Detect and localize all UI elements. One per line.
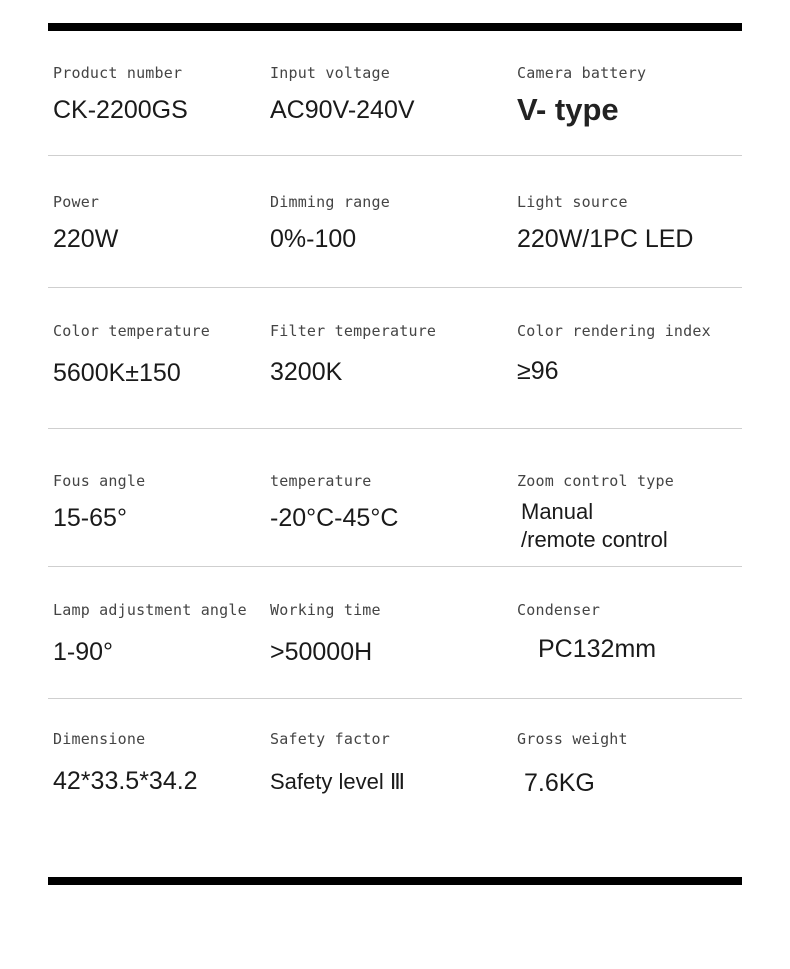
spec-value: 42*33.5*34.2 [53, 767, 198, 795]
spec-value: 220W/1PC LED [517, 225, 694, 253]
spec-label: Fous angle [53, 472, 146, 490]
spec-value: 7.6KG [524, 769, 595, 797]
spec-label: Camera battery [517, 64, 647, 82]
spec-input-voltage [270, 64, 415, 125]
spec-color-temperature [53, 322, 210, 388]
spec-camera-battery [517, 64, 646, 127]
spec-row-2 [48, 193, 742, 288]
spec-row-6 [48, 730, 742, 820]
bottom-divider-bar [48, 877, 742, 885]
spec-value: ≥96 [517, 357, 559, 385]
spec-label: Color rendering index [517, 322, 711, 340]
spec-value: V- type [517, 92, 619, 127]
spec-row-4 [48, 472, 742, 567]
spec-safety-factor [270, 730, 405, 794]
spec-label: Condenser [517, 601, 601, 619]
spec-label: Safety factor [270, 730, 390, 748]
spec-focus-angle [53, 472, 145, 533]
spec-label: Color temperature [53, 322, 210, 340]
spec-working-time [270, 601, 381, 667]
spec-label: Working time [270, 601, 381, 619]
spec-value: 0%-100 [270, 225, 357, 253]
spec-color-rendering-index [517, 322, 711, 386]
spec-label: Zoom control type [517, 472, 674, 490]
spec-row-1 [48, 64, 742, 156]
spec-operating-temperature [270, 472, 398, 533]
spec-row-5 [48, 601, 742, 699]
spec-value [517, 498, 674, 554]
spec-light-source [517, 193, 693, 254]
spec-label: Dimming range [270, 193, 390, 211]
spec-label: Product number [53, 64, 183, 82]
spec-label: Dimensione [53, 730, 146, 748]
spec-value: >50000H [270, 638, 373, 666]
spec-dimming-range [270, 193, 390, 254]
spec-value: PC132mm [538, 635, 657, 663]
spec-condenser [517, 601, 656, 664]
spec-label: Filter temperature [270, 322, 437, 340]
spec-power [53, 193, 118, 254]
spec-label: Light source [517, 193, 628, 211]
spec-label: Input voltage [270, 64, 390, 82]
spec-value: Safety level Ⅲ [270, 769, 406, 794]
spec-value: CK-2200GS [53, 96, 188, 124]
spec-label: Lamp adjustment angle [53, 601, 247, 619]
spec-value: AC90V-240V [270, 96, 415, 124]
spec-label: Power [53, 193, 100, 211]
spec-product-number [53, 64, 188, 125]
spec-lamp-adjustment-angle [53, 601, 247, 667]
spec-filter-temperature [270, 322, 436, 387]
spec-value-line: /remote control [521, 527, 668, 552]
spec-label: Gross weight [517, 730, 628, 748]
spec-value: 5600K±150 [53, 359, 181, 387]
spec-label: temperature [270, 472, 372, 490]
spec-value: 3200K [270, 358, 343, 386]
spec-dimensions [53, 730, 198, 796]
spec-value: 1-90° [53, 638, 114, 666]
spec-value: -20°C-45°C [270, 504, 399, 532]
spec-row-3 [48, 322, 742, 429]
top-divider-bar [48, 23, 742, 31]
spec-value: 220W [53, 225, 119, 253]
spec-value-line: Manual [521, 499, 594, 524]
spec-value: 15-65° [53, 504, 127, 532]
spec-zoom-control-type [517, 472, 674, 554]
spec-gross-weight [517, 730, 628, 798]
